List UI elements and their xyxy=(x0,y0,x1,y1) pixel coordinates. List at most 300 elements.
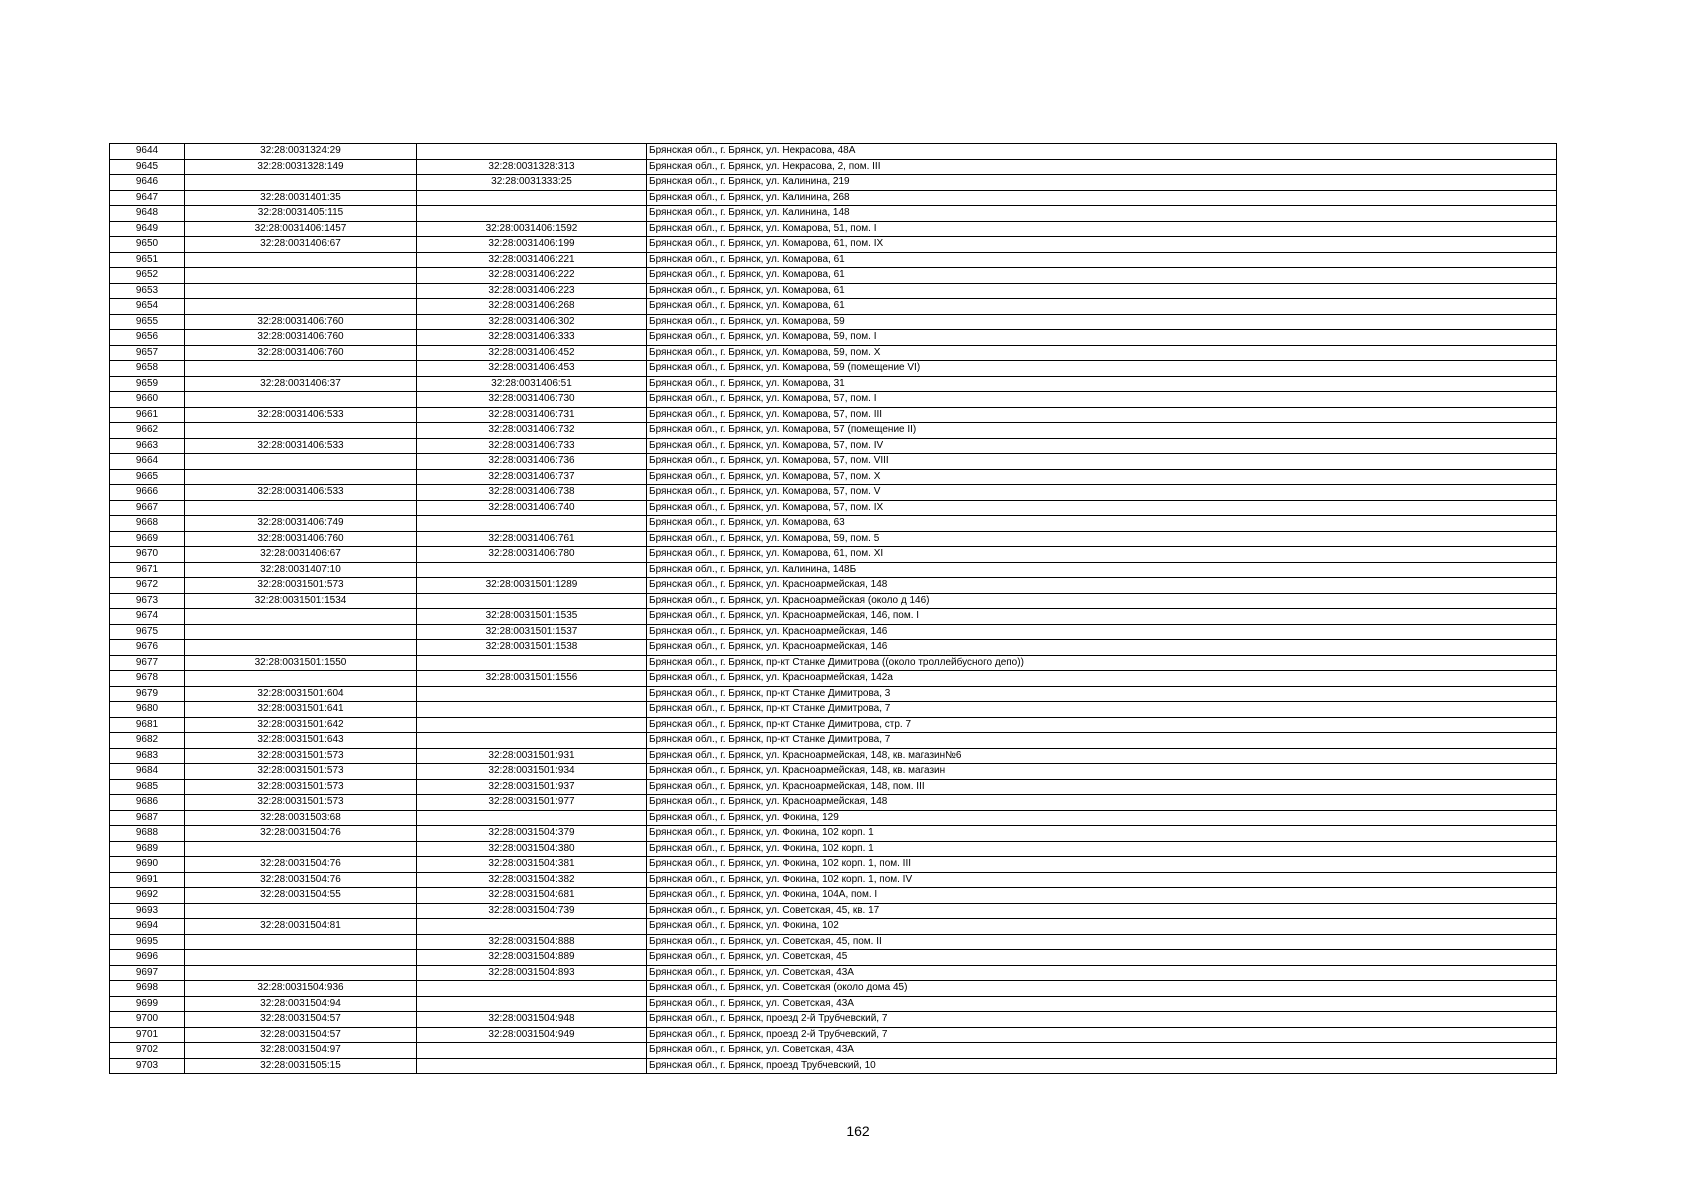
premises-cadastral-number-cell: 32:28:0031501:977 xyxy=(417,795,647,811)
row-number-cell: 9680 xyxy=(110,702,185,718)
address-cell: Брянская обл., г. Брянск, ул. Фокина, 102 xyxy=(647,919,1557,935)
premises-cadastral-number-cell: 32:28:0031501:1537 xyxy=(417,624,647,640)
table-row xyxy=(110,748,1557,764)
table-row xyxy=(110,562,1557,578)
cadastral-number-cell: 32:28:0031406:533 xyxy=(185,438,417,454)
table-row xyxy=(110,686,1557,702)
cadastral-number-cell: 32:28:0031504:76 xyxy=(185,872,417,888)
table-row xyxy=(110,314,1557,330)
row-number-cell: 9679 xyxy=(110,686,185,702)
table-row xyxy=(110,578,1557,594)
premises-cadastral-number-cell xyxy=(417,1043,647,1059)
address-cell: Брянская обл., г. Брянск, ул. Комарова, 59 (помещение VI) xyxy=(647,361,1557,377)
cadastral-number-cell: 32:28:0031504:76 xyxy=(185,826,417,842)
row-number-cell: 9659 xyxy=(110,376,185,392)
row-number-cell: 9655 xyxy=(110,314,185,330)
table-row xyxy=(110,438,1557,454)
premises-cadastral-number-cell: 32:28:0031504:948 xyxy=(417,1012,647,1028)
address-cell: Брянская обл., г. Брянск, ул. Красноармейская, 148 xyxy=(647,795,1557,811)
premises-cadastral-number-cell xyxy=(417,562,647,578)
row-number-cell: 9647 xyxy=(110,190,185,206)
cadastral-number-cell: 32:28:0031406:760 xyxy=(185,345,417,361)
row-number-cell: 9661 xyxy=(110,407,185,423)
address-cell: Брянская обл., г. Брянск, ул. Комарова, 61, пом. XI xyxy=(647,547,1557,563)
page-number: 162 xyxy=(846,1123,870,1139)
table-row xyxy=(110,965,1557,981)
table-row xyxy=(110,268,1557,284)
address-cell: Брянская обл., г. Брянск, ул. Фокина, 129 xyxy=(647,810,1557,826)
address-cell: Брянская обл., г. Брянск, ул. Комарова, 63 xyxy=(647,516,1557,532)
cadastral-number-cell xyxy=(185,609,417,625)
premises-cadastral-number-cell xyxy=(417,733,647,749)
table-row xyxy=(110,345,1557,361)
cadastral-number-cell xyxy=(185,640,417,656)
table-row xyxy=(110,237,1557,253)
table-row xyxy=(110,407,1557,423)
row-number-cell: 9678 xyxy=(110,671,185,687)
address-cell: Брянская обл., г. Брянск, ул. Комарова, 61 xyxy=(647,283,1557,299)
row-number-cell: 9686 xyxy=(110,795,185,811)
cadastral-number-cell xyxy=(185,252,417,268)
row-number-cell: 9664 xyxy=(110,454,185,470)
address-cell: Брянская обл., г. Брянск, ул. Комарова, 61 xyxy=(647,252,1557,268)
premises-cadastral-number-cell: 32:28:0031501:931 xyxy=(417,748,647,764)
row-number-cell: 9657 xyxy=(110,345,185,361)
premises-cadastral-number-cell: 32:28:0031406:452 xyxy=(417,345,647,361)
cadastral-number-cell: 32:28:0031328:149 xyxy=(185,159,417,175)
address-cell: Брянская обл., г. Брянск, ул. Комарова, 51, пом. I xyxy=(647,221,1557,237)
cadastral-number-cell: 32:28:0031501:573 xyxy=(185,779,417,795)
table-row xyxy=(110,841,1557,857)
address-cell: Брянская обл., г. Брянск, ул. Комарова, 57, пом. X xyxy=(647,469,1557,485)
address-cell: Брянская обл., г. Брянск, проезд 2-й Трубчевский, 7 xyxy=(647,1012,1557,1028)
address-cell: Брянская обл., г. Брянск, пр-кт Станке Димитрова ((около троллейбусного депо)) xyxy=(647,655,1557,671)
address-cell: Брянская обл., г. Брянск, ул. Некрасова, 2, пом. III xyxy=(647,159,1557,175)
address-cell: Брянская обл., г. Брянск, ул. Советская, 45, кв. 17 xyxy=(647,903,1557,919)
row-number-cell: 9682 xyxy=(110,733,185,749)
row-number-cell: 9696 xyxy=(110,950,185,966)
table-row xyxy=(110,330,1557,346)
cadastral-number-cell: 32:28:0031504:81 xyxy=(185,919,417,935)
cadastral-number-cell: 32:28:0031501:604 xyxy=(185,686,417,702)
cadastral-number-cell: 32:28:0031504:57 xyxy=(185,1012,417,1028)
cadastral-number-cell: 32:28:0031407:10 xyxy=(185,562,417,578)
row-number-cell: 9676 xyxy=(110,640,185,656)
cadastral-number-cell xyxy=(185,283,417,299)
table-row xyxy=(110,609,1557,625)
premises-cadastral-number-cell: 32:28:0031504:893 xyxy=(417,965,647,981)
row-number-cell: 9684 xyxy=(110,764,185,780)
table-row xyxy=(110,779,1557,795)
table-row xyxy=(110,1027,1557,1043)
address-cell: Брянская обл., г. Брянск, пр-кт Станке Димитрова, 3 xyxy=(647,686,1557,702)
row-number-cell: 9644 xyxy=(110,144,185,160)
cadastral-number-cell xyxy=(185,903,417,919)
cadastral-number-cell xyxy=(185,934,417,950)
table-row xyxy=(110,888,1557,904)
cadastral-number-cell: 32:28:0031504:57 xyxy=(185,1027,417,1043)
table-row xyxy=(110,795,1557,811)
premises-cadastral-number-cell: 32:28:0031501:1289 xyxy=(417,578,647,594)
premises-cadastral-number-cell: 32:28:0031406:737 xyxy=(417,469,647,485)
address-cell: Брянская обл., г. Брянск, ул. Красноармейская, 142а xyxy=(647,671,1557,687)
row-number-cell: 9650 xyxy=(110,237,185,253)
table-row xyxy=(110,283,1557,299)
premises-cadastral-number-cell: 32:28:0031406:733 xyxy=(417,438,647,454)
table-row xyxy=(110,872,1557,888)
row-number-cell: 9668 xyxy=(110,516,185,532)
row-number-cell: 9688 xyxy=(110,826,185,842)
address-cell: Брянская обл., г. Брянск, ул. Советская, 43А xyxy=(647,996,1557,1012)
premises-cadastral-number-cell: 32:28:0031406:222 xyxy=(417,268,647,284)
cadastral-number-cell xyxy=(185,175,417,191)
property-registry-table xyxy=(109,143,1557,1074)
row-number-cell: 9673 xyxy=(110,593,185,609)
cadastral-number-cell: 32:28:0031406:67 xyxy=(185,237,417,253)
row-number-cell: 9691 xyxy=(110,872,185,888)
cadastral-number-cell xyxy=(185,469,417,485)
premises-cadastral-number-cell: 32:28:0031406:199 xyxy=(417,237,647,253)
address-cell: Брянская обл., г. Брянск, ул. Красноармейская, 148, пом. III xyxy=(647,779,1557,795)
address-cell: Брянская обл., г. Брянск, ул. Советская, 43А xyxy=(647,1043,1557,1059)
premises-cadastral-number-cell xyxy=(417,144,647,160)
premises-cadastral-number-cell xyxy=(417,919,647,935)
premises-cadastral-number-cell: 32:28:0031406:221 xyxy=(417,252,647,268)
address-cell: Брянская обл., г. Брянск, ул. Комарова, 61 xyxy=(647,268,1557,284)
cadastral-number-cell xyxy=(185,500,417,516)
premises-cadastral-number-cell: 32:28:0031504:380 xyxy=(417,841,647,857)
row-number-cell: 9692 xyxy=(110,888,185,904)
row-number-cell: 9660 xyxy=(110,392,185,408)
premises-cadastral-number-cell: 32:28:0031501:937 xyxy=(417,779,647,795)
address-cell: Брянская обл., г. Брянск, ул. Красноармейская, 146, пом. I xyxy=(647,609,1557,625)
table-row xyxy=(110,376,1557,392)
address-cell: Брянская обл., г. Брянск, ул. Комарова, 57, пом. IX xyxy=(647,500,1557,516)
premises-cadastral-number-cell: 32:28:0031504:739 xyxy=(417,903,647,919)
row-number-cell: 9658 xyxy=(110,361,185,377)
premises-cadastral-number-cell: 32:28:0031501:1535 xyxy=(417,609,647,625)
cadastral-number-cell: 32:28:0031406:760 xyxy=(185,330,417,346)
address-cell: Брянская обл., г. Брянск, ул. Фокина, 102 корп. 1 xyxy=(647,841,1557,857)
table-row xyxy=(110,624,1557,640)
row-number-cell: 9652 xyxy=(110,268,185,284)
registry-table-body xyxy=(110,144,1557,1074)
premises-cadastral-number-cell xyxy=(417,516,647,532)
table-row xyxy=(110,469,1557,485)
cadastral-number-cell: 32:28:0031406:749 xyxy=(185,516,417,532)
premises-cadastral-number-cell xyxy=(417,981,647,997)
address-cell: Брянская обл., г. Брянск, ул. Калинина, 148Б xyxy=(647,562,1557,578)
row-number-cell: 9690 xyxy=(110,857,185,873)
premises-cadastral-number-cell: 32:28:0031501:934 xyxy=(417,764,647,780)
address-cell: Брянская обл., г. Брянск, ул. Советская, 45 xyxy=(647,950,1557,966)
address-cell: Брянская обл., г. Брянск, ул. Комарова, 59 xyxy=(647,314,1557,330)
cadastral-number-cell: 32:28:0031504:97 xyxy=(185,1043,417,1059)
premises-cadastral-number-cell: 32:28:0031406:51 xyxy=(417,376,647,392)
cadastral-number-cell: 32:28:0031504:94 xyxy=(185,996,417,1012)
premises-cadastral-number-cell: 32:28:0031504:681 xyxy=(417,888,647,904)
row-number-cell: 9694 xyxy=(110,919,185,935)
table-row xyxy=(110,934,1557,950)
table-row xyxy=(110,1043,1557,1059)
table-row xyxy=(110,857,1557,873)
premises-cadastral-number-cell: 32:28:0031406:738 xyxy=(417,485,647,501)
premises-cadastral-number-cell: 32:28:0031406:731 xyxy=(417,407,647,423)
row-number-cell: 9645 xyxy=(110,159,185,175)
cadastral-number-cell: 32:28:0031501:573 xyxy=(185,578,417,594)
table-row xyxy=(110,655,1557,671)
table-row xyxy=(110,810,1557,826)
address-cell: Брянская обл., г. Брянск, ул. Красноармейская, 148, кв. магазин xyxy=(647,764,1557,780)
row-number-cell: 9646 xyxy=(110,175,185,191)
row-number-cell: 9677 xyxy=(110,655,185,671)
row-number-cell: 9651 xyxy=(110,252,185,268)
cadastral-number-cell: 32:28:0031501:573 xyxy=(185,764,417,780)
address-cell: Брянская обл., г. Брянск, ул. Красноармейская (около д 146) xyxy=(647,593,1557,609)
address-cell: Брянская обл., г. Брянск, ул. Комарова, 59, пом. I xyxy=(647,330,1557,346)
table-row xyxy=(110,733,1557,749)
table-row xyxy=(110,1012,1557,1028)
address-cell: Брянская обл., г. Брянск, ул. Калинина, 268 xyxy=(647,190,1557,206)
table-row xyxy=(110,996,1557,1012)
address-cell: Брянская обл., г. Брянск, ул. Некрасова, 48А xyxy=(647,144,1557,160)
cadastral-number-cell: 32:28:0031501:1550 xyxy=(185,655,417,671)
premises-cadastral-number-cell: 32:28:0031504:379 xyxy=(417,826,647,842)
premises-cadastral-number-cell xyxy=(417,206,647,222)
cadastral-number-cell: 32:28:0031503:68 xyxy=(185,810,417,826)
row-number-cell: 9649 xyxy=(110,221,185,237)
address-cell: Брянская обл., г. Брянск, ул. Фокина, 102 корп. 1 xyxy=(647,826,1557,842)
row-number-cell: 9697 xyxy=(110,965,185,981)
table-row xyxy=(110,919,1557,935)
table-row xyxy=(110,159,1557,175)
premises-cadastral-number-cell xyxy=(417,810,647,826)
table-row xyxy=(110,206,1557,222)
row-number-cell: 9700 xyxy=(110,1012,185,1028)
premises-cadastral-number-cell: 32:28:0031406:268 xyxy=(417,299,647,315)
row-number-cell: 9670 xyxy=(110,547,185,563)
premises-cadastral-number-cell: 32:28:0031406:780 xyxy=(417,547,647,563)
cadastral-number-cell xyxy=(185,423,417,439)
premises-cadastral-number-cell: 32:28:0031406:736 xyxy=(417,454,647,470)
table-row xyxy=(110,593,1557,609)
table-row xyxy=(110,500,1557,516)
premises-cadastral-number-cell xyxy=(417,655,647,671)
address-cell: Брянская обл., г. Брянск, ул. Комарова, 57, пом. VIII xyxy=(647,454,1557,470)
table-row xyxy=(110,221,1557,237)
premises-cadastral-number-cell: 32:28:0031333:25 xyxy=(417,175,647,191)
cadastral-number-cell: 32:28:0031405:115 xyxy=(185,206,417,222)
row-number-cell: 9693 xyxy=(110,903,185,919)
address-cell: Брянская обл., г. Брянск, пр-кт Станке Димитрова, стр. 7 xyxy=(647,717,1557,733)
table-row xyxy=(110,717,1557,733)
address-cell: Брянская обл., г. Брянск, проезд 2-й Трубчевский, 7 xyxy=(647,1027,1557,1043)
row-number-cell: 9703 xyxy=(110,1058,185,1074)
premises-cadastral-number-cell: 32:28:0031504:889 xyxy=(417,950,647,966)
cadastral-number-cell: 32:28:0031406:67 xyxy=(185,547,417,563)
cadastral-number-cell xyxy=(185,965,417,981)
cadastral-number-cell xyxy=(185,299,417,315)
cadastral-number-cell: 32:28:0031505:15 xyxy=(185,1058,417,1074)
table-row xyxy=(110,764,1557,780)
table-row xyxy=(110,702,1557,718)
address-cell: Брянская обл., г. Брянск, ул. Фокина, 102 корп. 1, пом. III xyxy=(647,857,1557,873)
cadastral-number-cell: 32:28:0031406:760 xyxy=(185,531,417,547)
address-cell: Брянская обл., г. Брянск, ул. Советская (около дома 45) xyxy=(647,981,1557,997)
cadastral-number-cell: 32:28:0031401:35 xyxy=(185,190,417,206)
cadastral-number-cell: 32:28:0031501:643 xyxy=(185,733,417,749)
premises-cadastral-number-cell xyxy=(417,1058,647,1074)
row-number-cell: 9667 xyxy=(110,500,185,516)
table-row xyxy=(110,175,1557,191)
cadastral-number-cell xyxy=(185,392,417,408)
row-number-cell: 9665 xyxy=(110,469,185,485)
address-cell: Брянская обл., г. Брянск, ул. Фокина, 102 корп. 1, пом. IV xyxy=(647,872,1557,888)
premises-cadastral-number-cell: 32:28:0031504:382 xyxy=(417,872,647,888)
row-number-cell: 9654 xyxy=(110,299,185,315)
premises-cadastral-number-cell xyxy=(417,702,647,718)
cadastral-number-cell xyxy=(185,671,417,687)
cadastral-number-cell: 32:28:0031406:533 xyxy=(185,485,417,501)
row-number-cell: 9683 xyxy=(110,748,185,764)
table-row xyxy=(110,454,1557,470)
address-cell: Брянская обл., г. Брянск, ул. Советская, 45, пом. II xyxy=(647,934,1557,950)
table-row xyxy=(110,640,1557,656)
cadastral-number-cell: 32:28:0031501:573 xyxy=(185,795,417,811)
table-row xyxy=(110,144,1557,160)
table-row xyxy=(110,950,1557,966)
row-number-cell: 9685 xyxy=(110,779,185,795)
row-number-cell: 9674 xyxy=(110,609,185,625)
cadastral-number-cell xyxy=(185,950,417,966)
table-row xyxy=(110,361,1557,377)
premises-cadastral-number-cell: 32:28:0031406:1592 xyxy=(417,221,647,237)
address-cell: Брянская обл., г. Брянск, пр-кт Станке Димитрова, 7 xyxy=(647,702,1557,718)
premises-cadastral-number-cell: 32:28:0031504:888 xyxy=(417,934,647,950)
premises-cadastral-number-cell xyxy=(417,190,647,206)
premises-cadastral-number-cell: 32:28:0031328:313 xyxy=(417,159,647,175)
row-number-cell: 9653 xyxy=(110,283,185,299)
address-cell: Брянская обл., г. Брянск, ул. Красноармейская, 146 xyxy=(647,624,1557,640)
premises-cadastral-number-cell: 32:28:0031406:223 xyxy=(417,283,647,299)
address-cell: Брянская обл., г. Брянск, ул. Калинина, 219 xyxy=(647,175,1557,191)
cadastral-number-cell: 32:28:0031406:37 xyxy=(185,376,417,392)
cadastral-number-cell xyxy=(185,624,417,640)
premises-cadastral-number-cell xyxy=(417,996,647,1012)
row-number-cell: 9701 xyxy=(110,1027,185,1043)
table-row xyxy=(110,531,1557,547)
address-cell: Брянская обл., г. Брянск, пр-кт Станке Димитрова, 7 xyxy=(647,733,1557,749)
row-number-cell: 9681 xyxy=(110,717,185,733)
cadastral-number-cell: 32:28:0031406:1457 xyxy=(185,221,417,237)
row-number-cell: 9663 xyxy=(110,438,185,454)
cadastral-number-cell: 32:28:0031504:55 xyxy=(185,888,417,904)
row-number-cell: 9699 xyxy=(110,996,185,1012)
cadastral-number-cell xyxy=(185,268,417,284)
address-cell: Брянская обл., г. Брянск, ул. Комарова, 57, пом. I xyxy=(647,392,1557,408)
table-row xyxy=(110,485,1557,501)
premises-cadastral-number-cell: 32:28:0031504:949 xyxy=(417,1027,647,1043)
premises-cadastral-number-cell: 32:28:0031406:761 xyxy=(417,531,647,547)
row-number-cell: 9695 xyxy=(110,934,185,950)
address-cell: Брянская обл., г. Брянск, ул. Комарова, 61 xyxy=(647,299,1557,315)
address-cell: Брянская обл., г. Брянск, ул. Комарова, 57, пом. IV xyxy=(647,438,1557,454)
address-cell: Брянская обл., г. Брянск, ул. Комарова, 31 xyxy=(647,376,1557,392)
address-cell: Брянская обл., г. Брянск, ул. Комарова, 57, пом. V xyxy=(647,485,1557,501)
row-number-cell: 9666 xyxy=(110,485,185,501)
address-cell: Брянская обл., г. Брянск, ул. Фокина, 104А, пом. I xyxy=(647,888,1557,904)
cadastral-number-cell: 32:28:0031501:573 xyxy=(185,748,417,764)
row-number-cell: 9648 xyxy=(110,206,185,222)
premises-cadastral-number-cell xyxy=(417,717,647,733)
address-cell: Брянская обл., г. Брянск, ул. Комарова, 59, пом. X xyxy=(647,345,1557,361)
cadastral-number-cell xyxy=(185,454,417,470)
row-number-cell: 9702 xyxy=(110,1043,185,1059)
address-cell: Брянская обл., г. Брянск, проезд Трубчевский, 10 xyxy=(647,1058,1557,1074)
premises-cadastral-number-cell: 32:28:0031406:732 xyxy=(417,423,647,439)
address-cell: Брянская обл., г. Брянск, ул. Комарова, 59, пом. 5 xyxy=(647,531,1557,547)
cadastral-number-cell: 32:28:0031406:533 xyxy=(185,407,417,423)
row-number-cell: 9671 xyxy=(110,562,185,578)
row-number-cell: 9687 xyxy=(110,810,185,826)
row-number-cell: 9669 xyxy=(110,531,185,547)
table-row xyxy=(110,423,1557,439)
row-number-cell: 9698 xyxy=(110,981,185,997)
cadastral-number-cell: 32:28:0031501:641 xyxy=(185,702,417,718)
address-cell: Брянская обл., г. Брянск, ул. Комарова, 57 (помещение II) xyxy=(647,423,1557,439)
table-row xyxy=(110,981,1557,997)
premises-cadastral-number-cell: 32:28:0031406:730 xyxy=(417,392,647,408)
premises-cadastral-number-cell: 32:28:0031406:453 xyxy=(417,361,647,377)
cadastral-number-cell: 32:28:0031504:936 xyxy=(185,981,417,997)
row-number-cell: 9689 xyxy=(110,841,185,857)
premises-cadastral-number-cell: 32:28:0031501:1538 xyxy=(417,640,647,656)
address-cell: Брянская обл., г. Брянск, ул. Комарова, 57, пом. III xyxy=(647,407,1557,423)
table-row xyxy=(110,671,1557,687)
cadastral-number-cell: 32:28:0031504:76 xyxy=(185,857,417,873)
premises-cadastral-number-cell: 32:28:0031501:1556 xyxy=(417,671,647,687)
cadastral-number-cell: 32:28:0031501:642 xyxy=(185,717,417,733)
premises-cadastral-number-cell: 32:28:0031406:740 xyxy=(417,500,647,516)
address-cell: Брянская обл., г. Брянск, ул. Комарова, 61, пом. IX xyxy=(647,237,1557,253)
premises-cadastral-number-cell: 32:28:0031406:333 xyxy=(417,330,647,346)
cadastral-number-cell xyxy=(185,841,417,857)
address-cell: Брянская обл., г. Брянск, ул. Калинина, 148 xyxy=(647,206,1557,222)
table-row xyxy=(110,252,1557,268)
address-cell: Брянская обл., г. Брянск, ул. Красноармейская, 148 xyxy=(647,578,1557,594)
address-cell: Брянская обл., г. Брянск, ул. Красноармейская, 148, кв. магазин№6 xyxy=(647,748,1557,764)
cadastral-number-cell xyxy=(185,361,417,377)
table-row xyxy=(110,826,1557,842)
table-row xyxy=(110,392,1557,408)
table-row xyxy=(110,299,1557,315)
table-row xyxy=(110,547,1557,563)
cadastral-number-cell: 32:28:0031324:29 xyxy=(185,144,417,160)
cadastral-number-cell: 32:28:0031501:1534 xyxy=(185,593,417,609)
premises-cadastral-number-cell xyxy=(417,686,647,702)
row-number-cell: 9662 xyxy=(110,423,185,439)
row-number-cell: 9656 xyxy=(110,330,185,346)
table-row xyxy=(110,190,1557,206)
row-number-cell: 9675 xyxy=(110,624,185,640)
row-number-cell: 9672 xyxy=(110,578,185,594)
table-row xyxy=(110,1058,1557,1074)
address-cell: Брянская обл., г. Брянск, ул. Красноармейская, 146 xyxy=(647,640,1557,656)
premises-cadastral-number-cell xyxy=(417,593,647,609)
address-cell: Брянская обл., г. Брянск, ул. Советская, 43А xyxy=(647,965,1557,981)
premises-cadastral-number-cell: 32:28:0031406:302 xyxy=(417,314,647,330)
cadastral-number-cell: 32:28:0031406:760 xyxy=(185,314,417,330)
